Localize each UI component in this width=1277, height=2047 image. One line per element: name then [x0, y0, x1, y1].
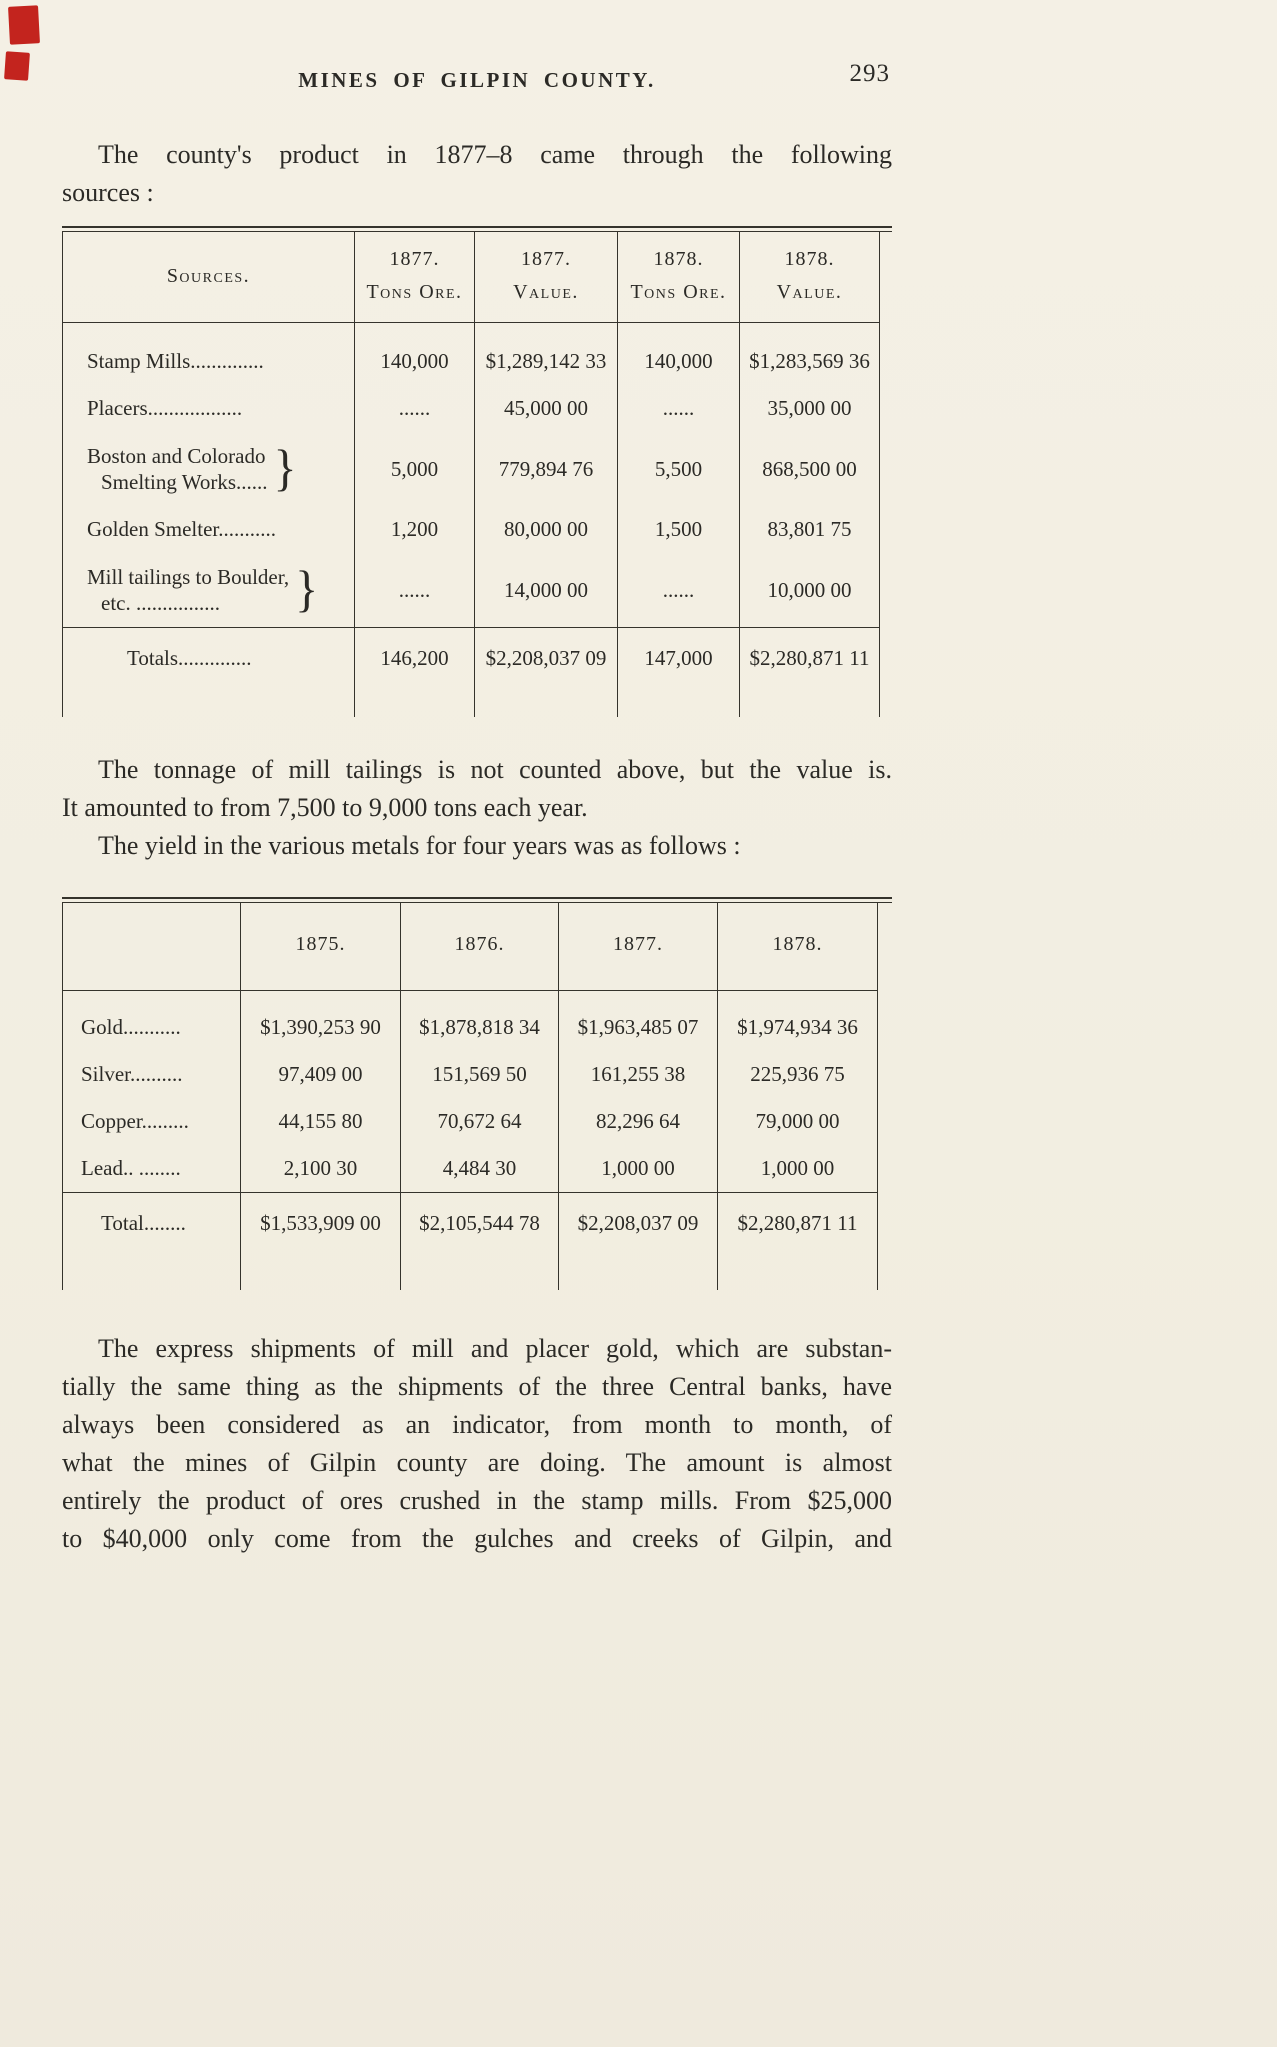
express-paragraph: [62, 1330, 892, 1558]
row-label: Gold...........: [81, 1015, 181, 1039]
header-1875: 1875.: [241, 903, 401, 991]
value-cell: 44,155 80: [241, 1098, 401, 1145]
table-row: [63, 432, 880, 506]
value-cell: 5,000: [355, 432, 475, 506]
value-cell: 151,569 50: [401, 1051, 559, 1098]
value-cell: 70,672 64: [401, 1098, 559, 1145]
row-label: Total........: [63, 1193, 241, 1247]
value-cell: 147,000: [618, 628, 740, 682]
header-1878-tons: 1878. Tons Ore.: [618, 232, 740, 323]
paragraph-line: The express shipments of mill and placer gold, which are substan-: [98, 1334, 892, 1363]
paragraph-line: sources :: [62, 178, 154, 207]
value-cell: 1,000 00: [559, 1145, 718, 1193]
value-cell: 225,936 75: [718, 1051, 878, 1098]
header-1877-value: 1877. Value.: [475, 232, 618, 323]
table-header-row: [63, 903, 878, 991]
page-number: 293: [849, 60, 890, 87]
paragraph-line: tially the same thing as the shipments of the three Central banks, have: [62, 1372, 892, 1401]
paragraph-line: always been considered as an indicator, from month to month, of: [62, 1410, 892, 1439]
table-row: [63, 991, 878, 1052]
running-header: MINES OF GILPIN COUNTY.: [298, 68, 656, 92]
tailings-paragraph: [62, 751, 892, 865]
header-1876: 1876.: [401, 903, 559, 991]
value-cell: 2,100 30: [241, 1145, 401, 1193]
intro-paragraph: [62, 136, 892, 212]
paragraph-line: what the mines of Gilpin county are doing. The amount is almost: [62, 1448, 892, 1477]
yield-table-grid: [62, 903, 878, 1290]
value-cell: ......: [618, 553, 740, 628]
value-cell: 1,200: [355, 506, 475, 553]
value-cell: 140,000: [355, 323, 475, 386]
row-label: Lead.. ........: [81, 1156, 181, 1180]
paragraph-line: entirely the product of ores crushed in the stamp mills. From $25,000: [62, 1486, 892, 1515]
value-cell: 80,000 00: [475, 506, 618, 553]
paragraph-line: It amounted to from 7,500 to 9,000 tons each year.: [62, 793, 588, 822]
value-cell: $1,289,142 33: [475, 323, 618, 386]
value-cell: 10,000 00: [740, 553, 880, 628]
header-sources: Sources.: [63, 232, 355, 323]
header-1877: 1877.: [559, 903, 718, 991]
value-cell: $1,533,909 00: [241, 1193, 401, 1247]
row-label: Totals..............: [63, 628, 355, 682]
row-label: Copper.........: [81, 1109, 189, 1133]
paragraph-line: to $40,000 only come from the gulches and creeks of Gilpin, and: [62, 1524, 892, 1553]
page-header: [62, 60, 892, 110]
sources-table: [62, 226, 892, 717]
page-content: [62, 60, 892, 1558]
table-row: [63, 506, 880, 553]
value-cell: 79,000 00: [718, 1098, 878, 1145]
value-cell: $2,208,037 09: [559, 1193, 718, 1247]
value-cell: 97,409 00: [241, 1051, 401, 1098]
table-row: [63, 323, 880, 386]
value-cell: 83,801 75: [740, 506, 880, 553]
header-1878-value: 1878. Value.: [740, 232, 880, 323]
value-cell: 161,255 38: [559, 1051, 718, 1098]
value-cell: 82,296 64: [559, 1098, 718, 1145]
totals-row: [63, 628, 880, 682]
value-cell: ......: [355, 385, 475, 432]
red-ink-mark-1: [8, 5, 40, 45]
totals-row: [63, 1193, 878, 1247]
table-row: [63, 1098, 878, 1145]
value-cell: $1,283,569 36: [740, 323, 880, 386]
header-1878: 1878.: [718, 903, 878, 991]
table-spacer-row: [63, 1246, 878, 1290]
value-cell: ......: [355, 553, 475, 628]
row-label: Golden Smelter...........: [87, 517, 276, 541]
header-1877-tons: 1877. Tons Ore.: [355, 232, 475, 323]
sources-table-grid: [62, 232, 880, 717]
table-spacer-row: [63, 681, 880, 717]
value-cell: 4,484 30: [401, 1145, 559, 1193]
value-cell: 868,500 00: [740, 432, 880, 506]
row-label: Placers..................: [87, 396, 243, 420]
table-header-row: [63, 232, 880, 323]
value-cell: $2,208,037 09: [475, 628, 618, 682]
row-label: Stamp Mills..............: [87, 349, 264, 373]
row-label: Silver..........: [81, 1062, 183, 1086]
table-row: [63, 553, 880, 628]
table-row: [63, 1145, 878, 1193]
value-cell: 45,000 00: [475, 385, 618, 432]
value-cell: 1,500: [618, 506, 740, 553]
brace-glyph: }: [273, 440, 297, 497]
value-cell: 779,894 76: [475, 432, 618, 506]
table-row: [63, 1051, 878, 1098]
table-row: [63, 385, 880, 432]
value-cell: $2,280,871 11: [718, 1193, 878, 1247]
header-empty: [63, 903, 241, 991]
value-cell: 5,500: [618, 432, 740, 506]
row-label: Boston and Colorado Smelting Works...... }: [87, 440, 297, 497]
value-cell: $1,963,485 07: [559, 991, 718, 1052]
value-cell: $1,974,934 36: [718, 991, 878, 1052]
value-cell: 1,000 00: [718, 1145, 878, 1193]
row-label: Mill tailings to Boulder, etc. ................ }: [87, 561, 319, 618]
value-cell: 146,200: [355, 628, 475, 682]
value-cell: 140,000: [618, 323, 740, 386]
paragraph-line: The county's product in 1877–8 came through the following: [98, 140, 892, 169]
yield-table: [62, 897, 892, 1290]
red-ink-mark-2: [4, 51, 30, 81]
paragraph-line: The tonnage of mill tailings is not counted above, but the value is.: [98, 755, 892, 784]
value-cell: 35,000 00: [740, 385, 880, 432]
value-cell: 14,000 00: [475, 553, 618, 628]
value-cell: $2,105,544 78: [401, 1193, 559, 1247]
value-cell: $1,878,818 34: [401, 991, 559, 1052]
value-cell: $2,280,871 11: [740, 628, 880, 682]
value-cell: $1,390,253 90: [241, 991, 401, 1052]
paragraph-line: The yield in the various metals for four years was as follows :: [98, 831, 741, 860]
brace-glyph: }: [295, 561, 319, 618]
value-cell: ......: [618, 385, 740, 432]
